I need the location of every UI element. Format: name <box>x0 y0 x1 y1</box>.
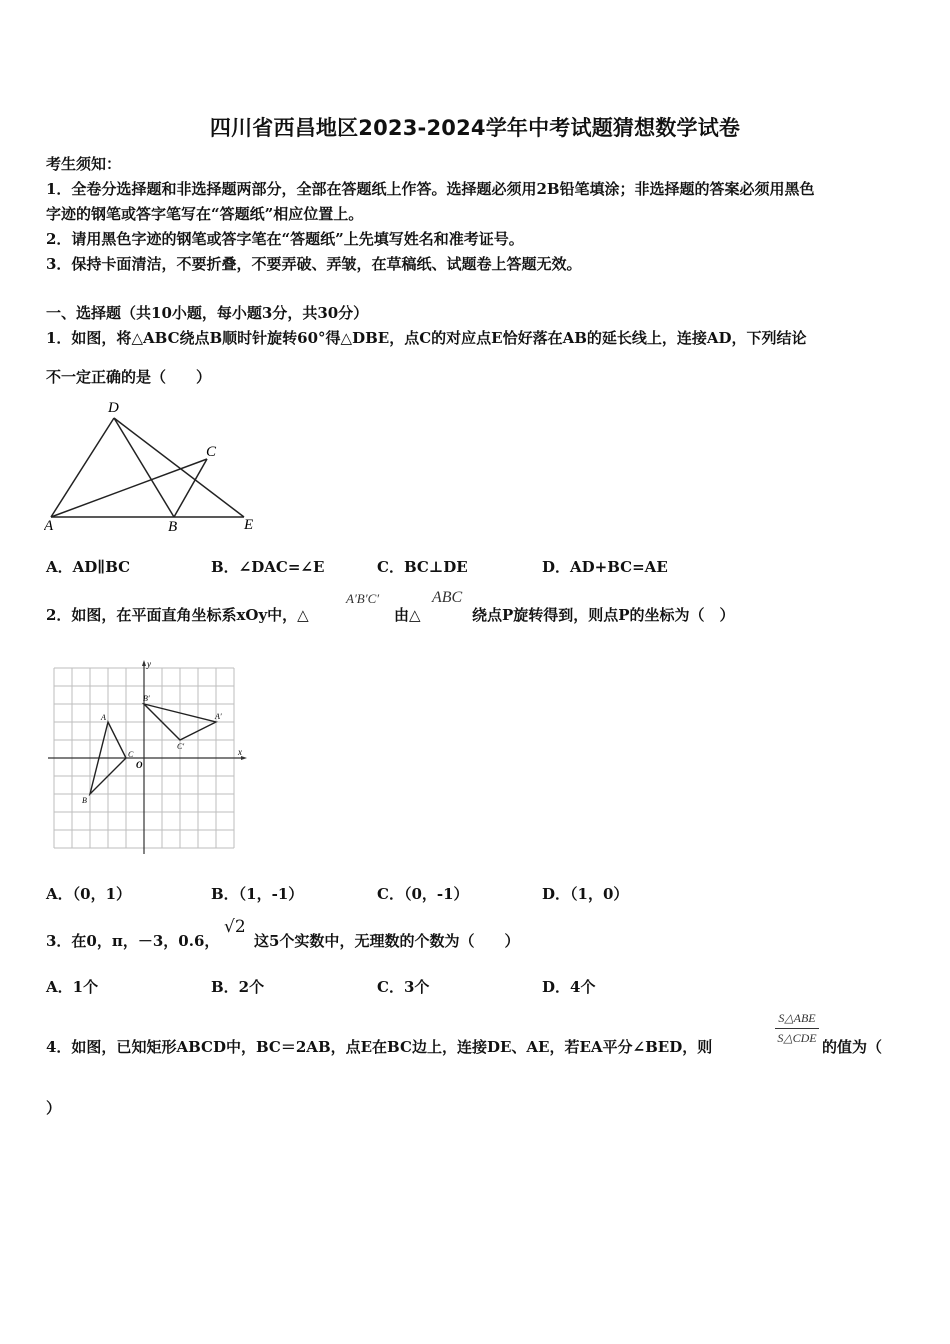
label-a: A <box>101 713 106 722</box>
label-a-prime: A′ <box>215 712 222 721</box>
label-b: B <box>82 796 87 805</box>
q4-fraction-numerator: S△ABE <box>775 1011 819 1029</box>
label-x: x <box>238 747 242 757</box>
q2-option-d[interactable]: D．（1，0） <box>542 885 629 903</box>
q3-option-b[interactable]: B．2个 <box>211 978 265 996</box>
q1-option-b[interactable]: B．∠DAC=∠E <box>211 558 325 576</box>
label-b-prime: B′ <box>143 694 150 703</box>
line-db <box>114 418 174 517</box>
label-b: B <box>168 519 178 535</box>
q1-text: 1．如图，将△ABC绕点B顺时针旋转60°得△DBE，点C的对应点E恰好落在AB的延长线上，连接AD，下列结论 <box>46 329 807 347</box>
q2-text-prefix: 2．如图，在平面直角坐标系xOy中，△ <box>46 606 309 624</box>
q4-fraction-denominator: S△CDE <box>777 1031 817 1045</box>
q3-text-suffix: 这5个实数中，无理数的个数为（ ） <box>254 932 520 950</box>
label-d: D <box>108 400 119 416</box>
label-c: C <box>128 750 134 759</box>
q3-sqrt: √2 <box>224 917 246 937</box>
section-heading: 一、选择题（共10小题，每小题3分，共30分） <box>46 304 369 322</box>
q1-option-a[interactable]: A．AD∥BC <box>46 558 131 576</box>
q4-text-suffix: 的值为（ <box>822 1038 883 1056</box>
q1-figure <box>44 398 264 536</box>
q2-text-mid: 由△ <box>394 606 421 624</box>
label-a: A <box>44 518 54 534</box>
q3-option-c[interactable]: C．3个 <box>377 978 430 996</box>
label-e: E <box>244 517 254 533</box>
label-y: y <box>147 659 151 669</box>
label-c: C <box>206 444 217 460</box>
q2-option-c[interactable]: C．（0，-1） <box>377 885 469 903</box>
notice-heading: 考生须知： <box>46 155 122 173</box>
line-de <box>114 418 244 517</box>
notice-item-1-cont: 字迹的钢笔或答字笔写在“答题纸”相应位置上。 <box>46 205 364 223</box>
q2-triangle: ABC <box>432 589 463 606</box>
q3-option-a[interactable]: A．1个 <box>46 978 99 996</box>
q2-text-suffix: 绕点P旋转得到，则点P的坐标为（ ） <box>472 606 735 624</box>
q2-option-a[interactable]: A．（0，1） <box>46 885 132 903</box>
notice-item-3: 3．保持卡面清洁，不要折叠，不要弄破、弄皱，在草稿纸、试题卷上答题无效。 <box>46 255 582 273</box>
label-c-prime: C′ <box>177 742 185 751</box>
page-title: 四川省西昌地区2023-2024学年中考试题猜想数学试卷 <box>209 116 741 140</box>
notice-item-1: 1．全卷分选择题和非选择题两部分，全部在答题纸上作答。选择题必须用2B铅笔填涂；非选择题的答案必须用黑色 <box>46 180 815 198</box>
line-ac <box>51 459 207 517</box>
q2-option-b[interactable]: B．（1，-1） <box>211 885 304 903</box>
q4-text: 4．如图，已知矩形ABCD中，BC＝2AB，点E在BC边上，连接DE、AE，若EA平分∠BED，则 <box>46 1038 713 1056</box>
q4-fraction <box>775 1011 819 1046</box>
line-ad <box>51 418 114 517</box>
q2-grid-figure <box>44 658 254 858</box>
q1-text-cont: 不一定正确的是（ ） <box>46 368 212 386</box>
q1-option-c[interactable]: C．BC⊥DE <box>377 558 468 576</box>
q2-triangle-prime: A′B′C′ <box>346 591 380 606</box>
q4-close-paren: ） <box>46 1099 62 1117</box>
notice-item-2: 2．请用黑色字迹的钢笔或答字笔在“答题纸”上先填写姓名和准考证号。 <box>46 230 524 248</box>
q1-option-d[interactable]: D．AD+BC=AE <box>542 558 668 576</box>
label-o: O <box>136 760 143 770</box>
q3-text-prefix: 3．在0，π，－3，0.6， <box>46 932 220 950</box>
q3-option-d[interactable]: D．4个 <box>542 978 596 996</box>
